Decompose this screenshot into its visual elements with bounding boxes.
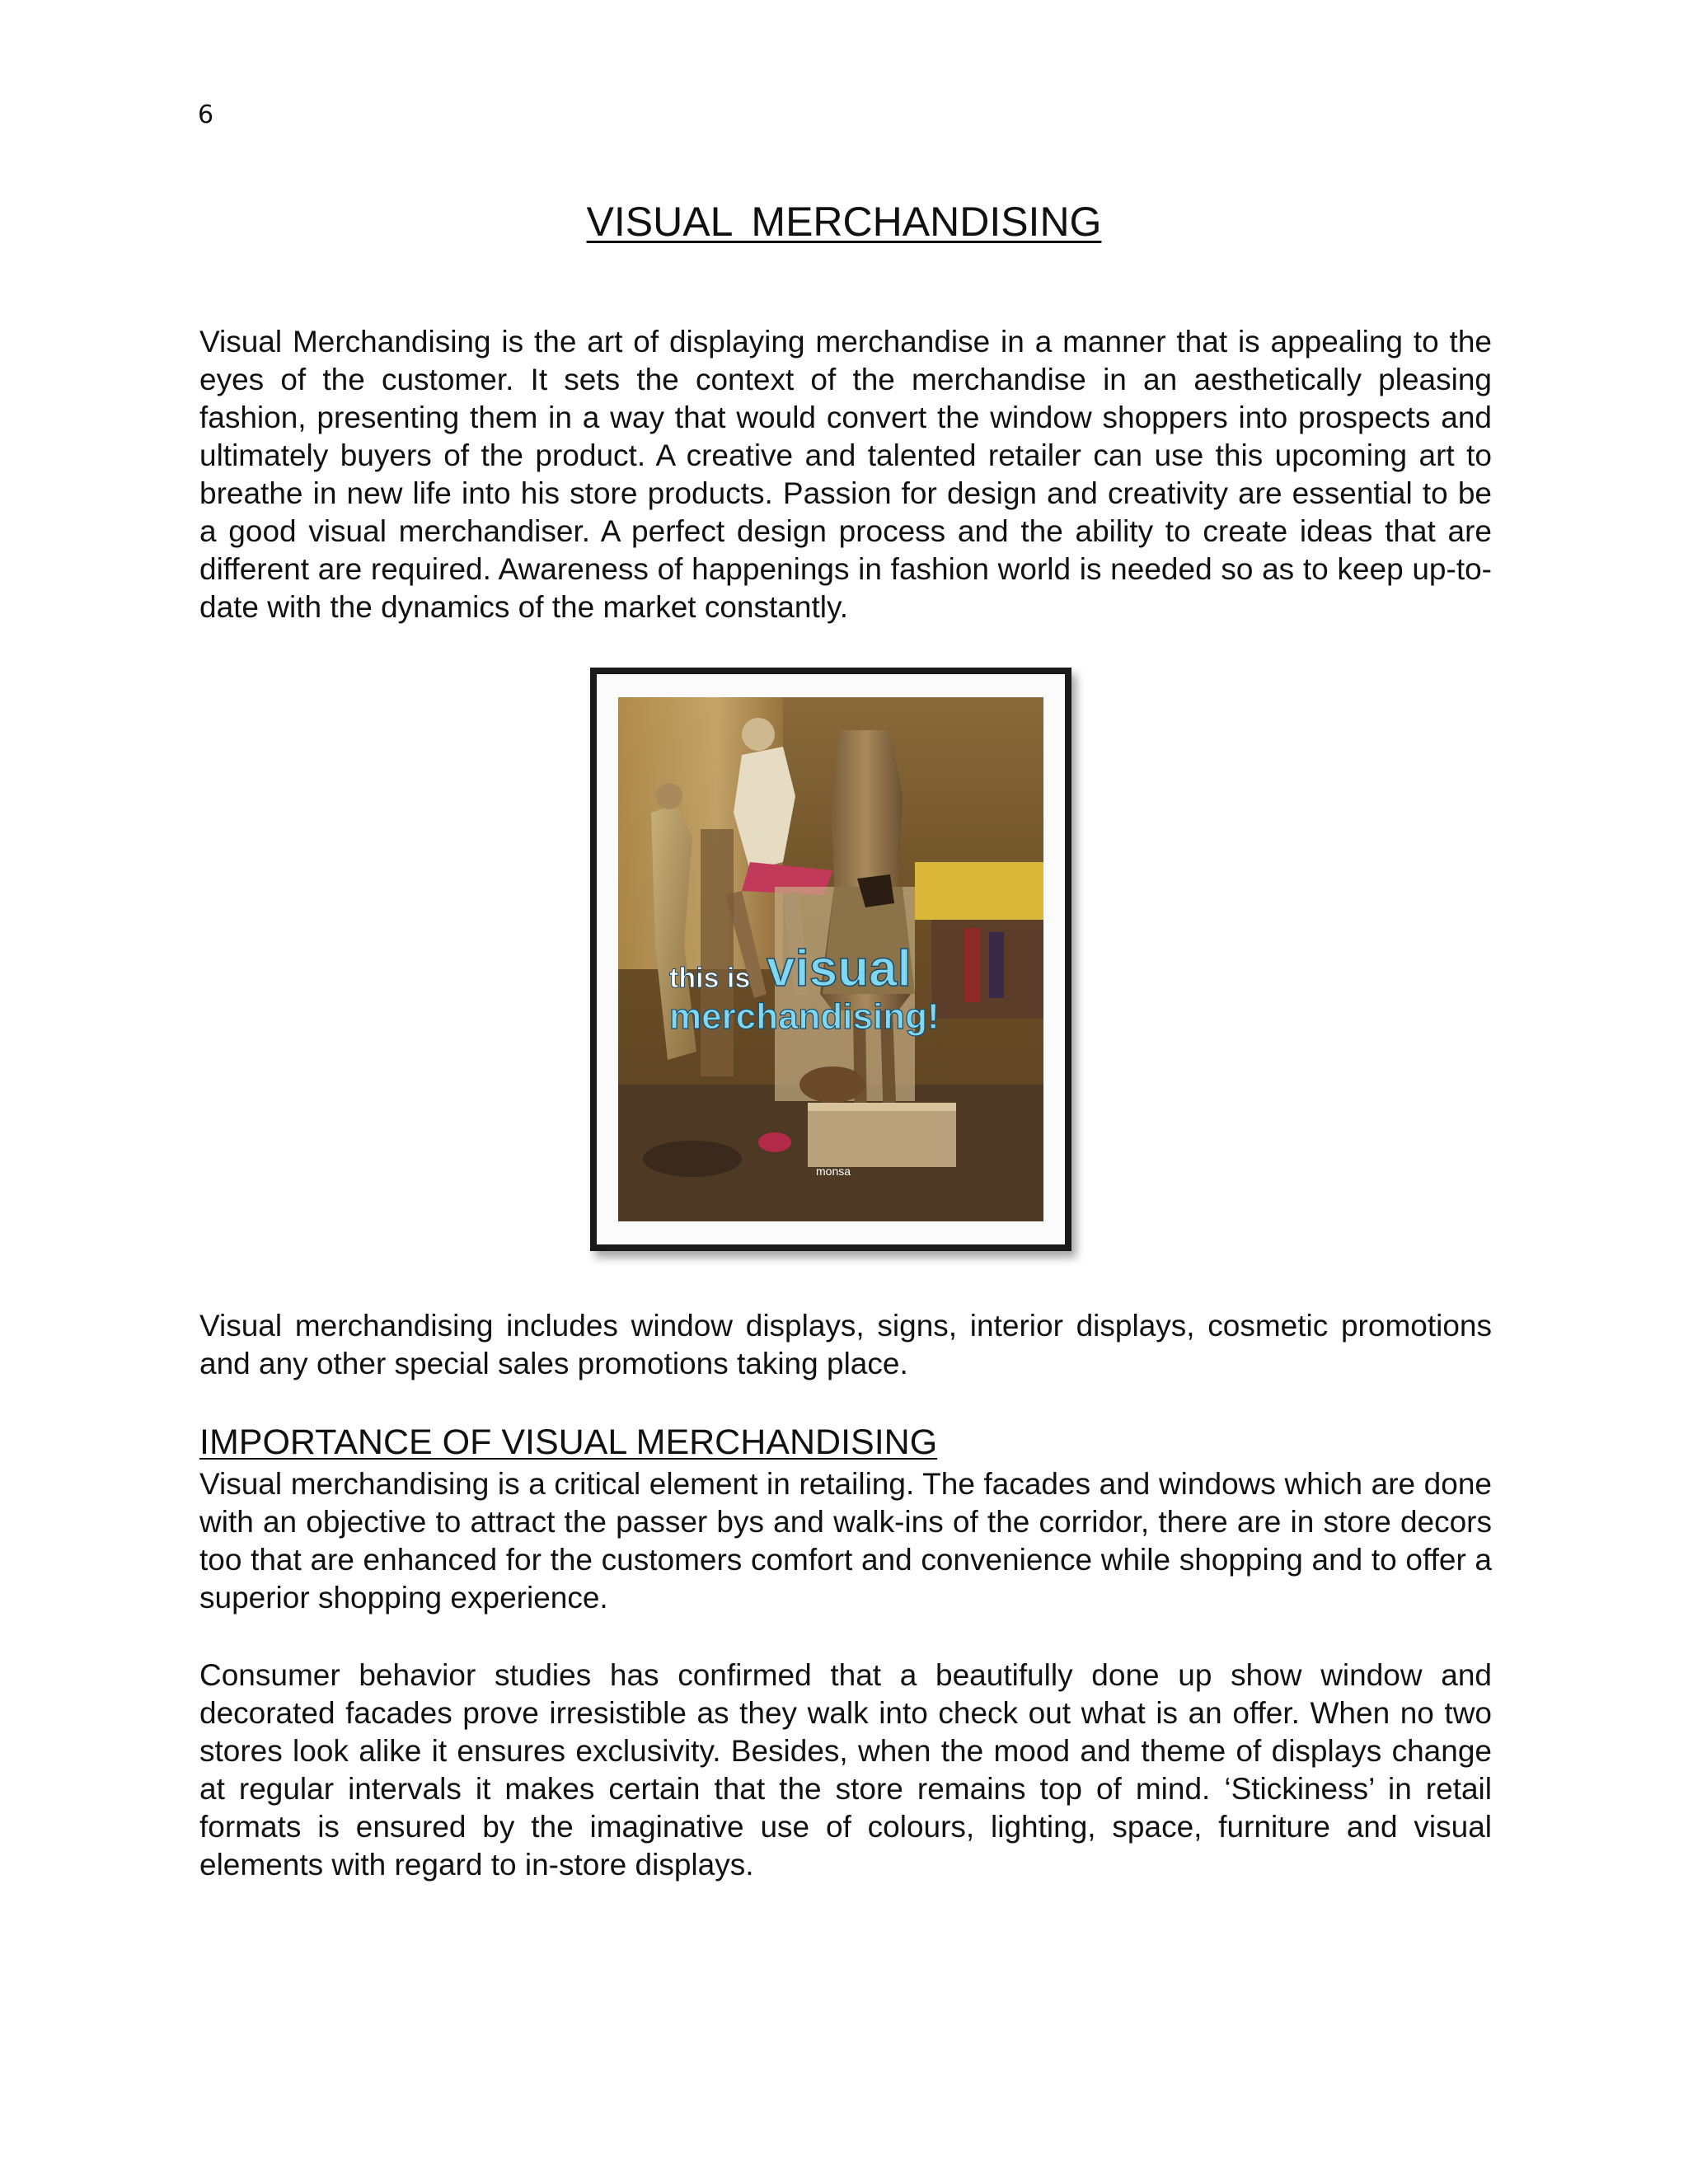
- section-heading: IMPORTANCE OF VISUAL MERCHANDISING: [199, 1422, 938, 1462]
- importance-paragraph-2: Consumer behavior studies has confirmed that a beautifully done up show window and decorated facades prove irresistible as they walk into check out what is an offer. When no two stores look alike it ensures exclusivity. Besides, when the mood and theme of displays change at regular intervals it makes certain that the store remains top of mind. ‘Stickiness’ in retail formats is ensured by the imaginative use of colours, lighting, space, furniture and visual elements with regard to in-store displays.: [199, 1658, 1492, 1882]
- publisher-logo: monsa: [816, 1165, 851, 1178]
- includes-paragraph: Visual merchandising includes window displays, signs, interior displays, cosmetic promotions and any other special sales promotions taking place.: [199, 1309, 1492, 1380]
- importance-paragraph-1: Visual merchandising is a critical element in retailing. The facades and windows which are done with an objective to attract the passer bys and walk-ins of the corridor, there are in store decors too that are enhanced for the customers comfort and convenience while shopping and to offer a superior shopping experience.: [199, 1467, 1492, 1615]
- book-cover-figure: [590, 668, 1071, 1251]
- cover-text-merchandising: merchandising!: [669, 996, 940, 1037]
- cover-text-this-is: this is: [669, 963, 751, 994]
- page-title: VISUAL MERCHANDISING: [586, 199, 1102, 245]
- book-cover-image: [618, 697, 1043, 1221]
- page-number: 6: [198, 101, 214, 129]
- cover-text-visual: visual: [767, 940, 912, 997]
- intro-paragraph: Visual Merchandising is the art of displaying merchandise in a manner that is appealing to the eyes of the customer. It sets the context of the merchandise in an aesthetically pleasing fashion, presenting them in a way that would convert the window shoppers into prospects and ultimately buyers of the product. A creative and talented retailer can use this upcoming art to breathe in new life into his store products. Passion for design and creativity are essential to be a good visual merchandiser. A perfect design process and the ability to create ideas that are different are required. Awareness of happenings in fashion world is needed so as to keep up-to-date with the dynamics of the market constantly.: [199, 325, 1492, 624]
